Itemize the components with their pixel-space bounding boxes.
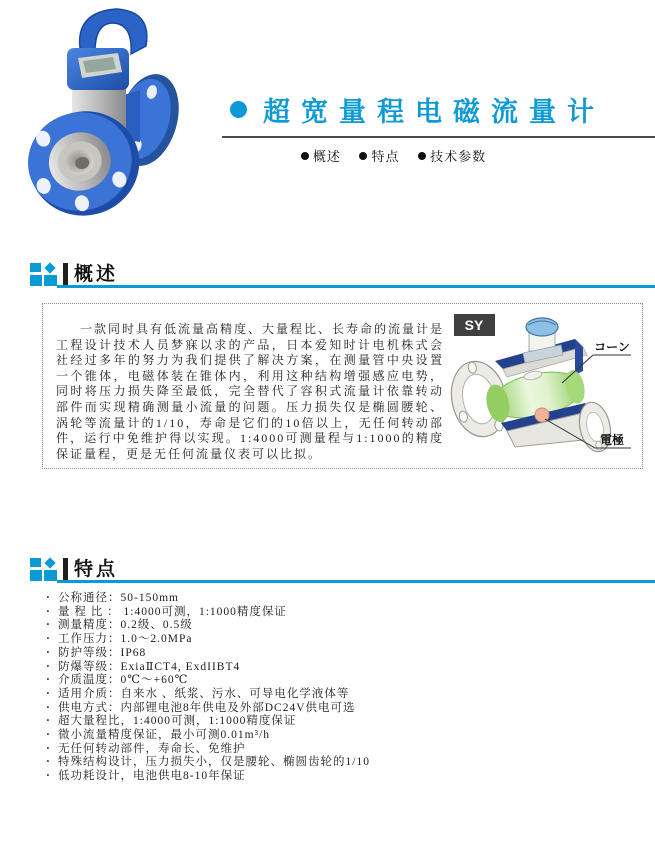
overview-section-header [30,260,118,286]
title-bullet-icon [230,101,247,118]
feature-item: · 特殊结构设计，压力损失小，仅是腰轮、椭圆齿轮的1/10 [46,756,586,770]
nav-bullet-icon [418,152,426,160]
feature-item: · 介质温度：0℃～+60℃ [46,674,586,688]
feature-item: · 低功耗设计，电池供电8-10年保证 [46,770,586,784]
feature-item: · 公称通径：50-150mm [46,592,586,606]
header-nav [222,146,655,165]
section-bar-icon [63,263,68,286]
section-grid-icon [30,558,57,581]
feature-item: · 防护等级：IP68 [46,647,586,661]
feature-item: · 微小流量精度保证，最小可测0.01m³/h [46,729,586,743]
feature-item: · 无任何转动部件，寿命长、免维护 [46,743,586,757]
nav-item-overview[interactable]: 概述 [301,146,341,165]
features-list [46,592,586,784]
nav-item-features[interactable]: 特点 [359,146,399,165]
page-title: 超宽量程电磁流量计 [263,97,605,127]
features-section-header [30,555,118,581]
flip-lid [80,9,147,54]
header-divider [222,136,655,138]
product-photo [12,4,217,216]
overview-section-title: 概述 [74,264,119,285]
feature-item: · 供电方式：内部锂电池8年供电及外部DC24V供电可选 [46,702,586,716]
register-head [67,48,129,90]
title-row [230,90,655,129]
electrode-label: 電極 [599,433,625,447]
features-section-title: 特点 [74,559,119,580]
sy-badge-label: SY [464,317,484,333]
meter-cutaway-diagram [445,309,637,461]
feature-item: · 量 程 比 ： 1:4000可测，1:1000精度保证 [46,606,586,620]
nav-item-specs[interactable]: 技术参数 [418,146,486,165]
overview-box [42,303,643,469]
overview-paragraph: 一款同时具有低流量高精度、大量程比、长寿命的流量计是工程设计技术人员梦寐以求的产品，日本爱知时计电机株式会社经过多年的努力为我们提供了解决方案，在测量管中央设置一个锥体，电磁体装在锥体内，利用这种结构增强感应电势，同时将压力损失降至最低，完全替代了容积式流量计依靠转动部件而实现精确测量小流量的问题。压力损失仅是椭圆腰轮、涡轮等流量计的1/10，寿命是它们的10倍以上，无任何转动部件，运行中免维护得以实现。1:4000可测量程与1:1000的精度保证量程，更是无任何流量仪表可以比拟。 [56,322,445,461]
nav-bullet-icon [359,152,367,160]
nav-bullet-icon [301,152,309,160]
section-bar-icon [63,558,68,581]
feature-item: · 工作压力：1.0～2.0MPa [46,633,586,647]
features-underline [57,580,655,583]
feature-item: · 适用介质：自来水 、纸浆、污水、可导电化学液体等 [46,688,586,702]
cone-label: コーン [594,340,630,354]
feature-item: · 防爆等级：ExiaⅡCT4, ExdIIBT4 [46,661,586,675]
feature-item: · 超大量程比，1:4000可测，1:1000精度保证 [46,715,586,729]
overview-underline [57,285,655,288]
section-grid-icon [30,263,57,286]
feature-item: · 测量精度：0.2级、0.5级 [46,619,586,633]
